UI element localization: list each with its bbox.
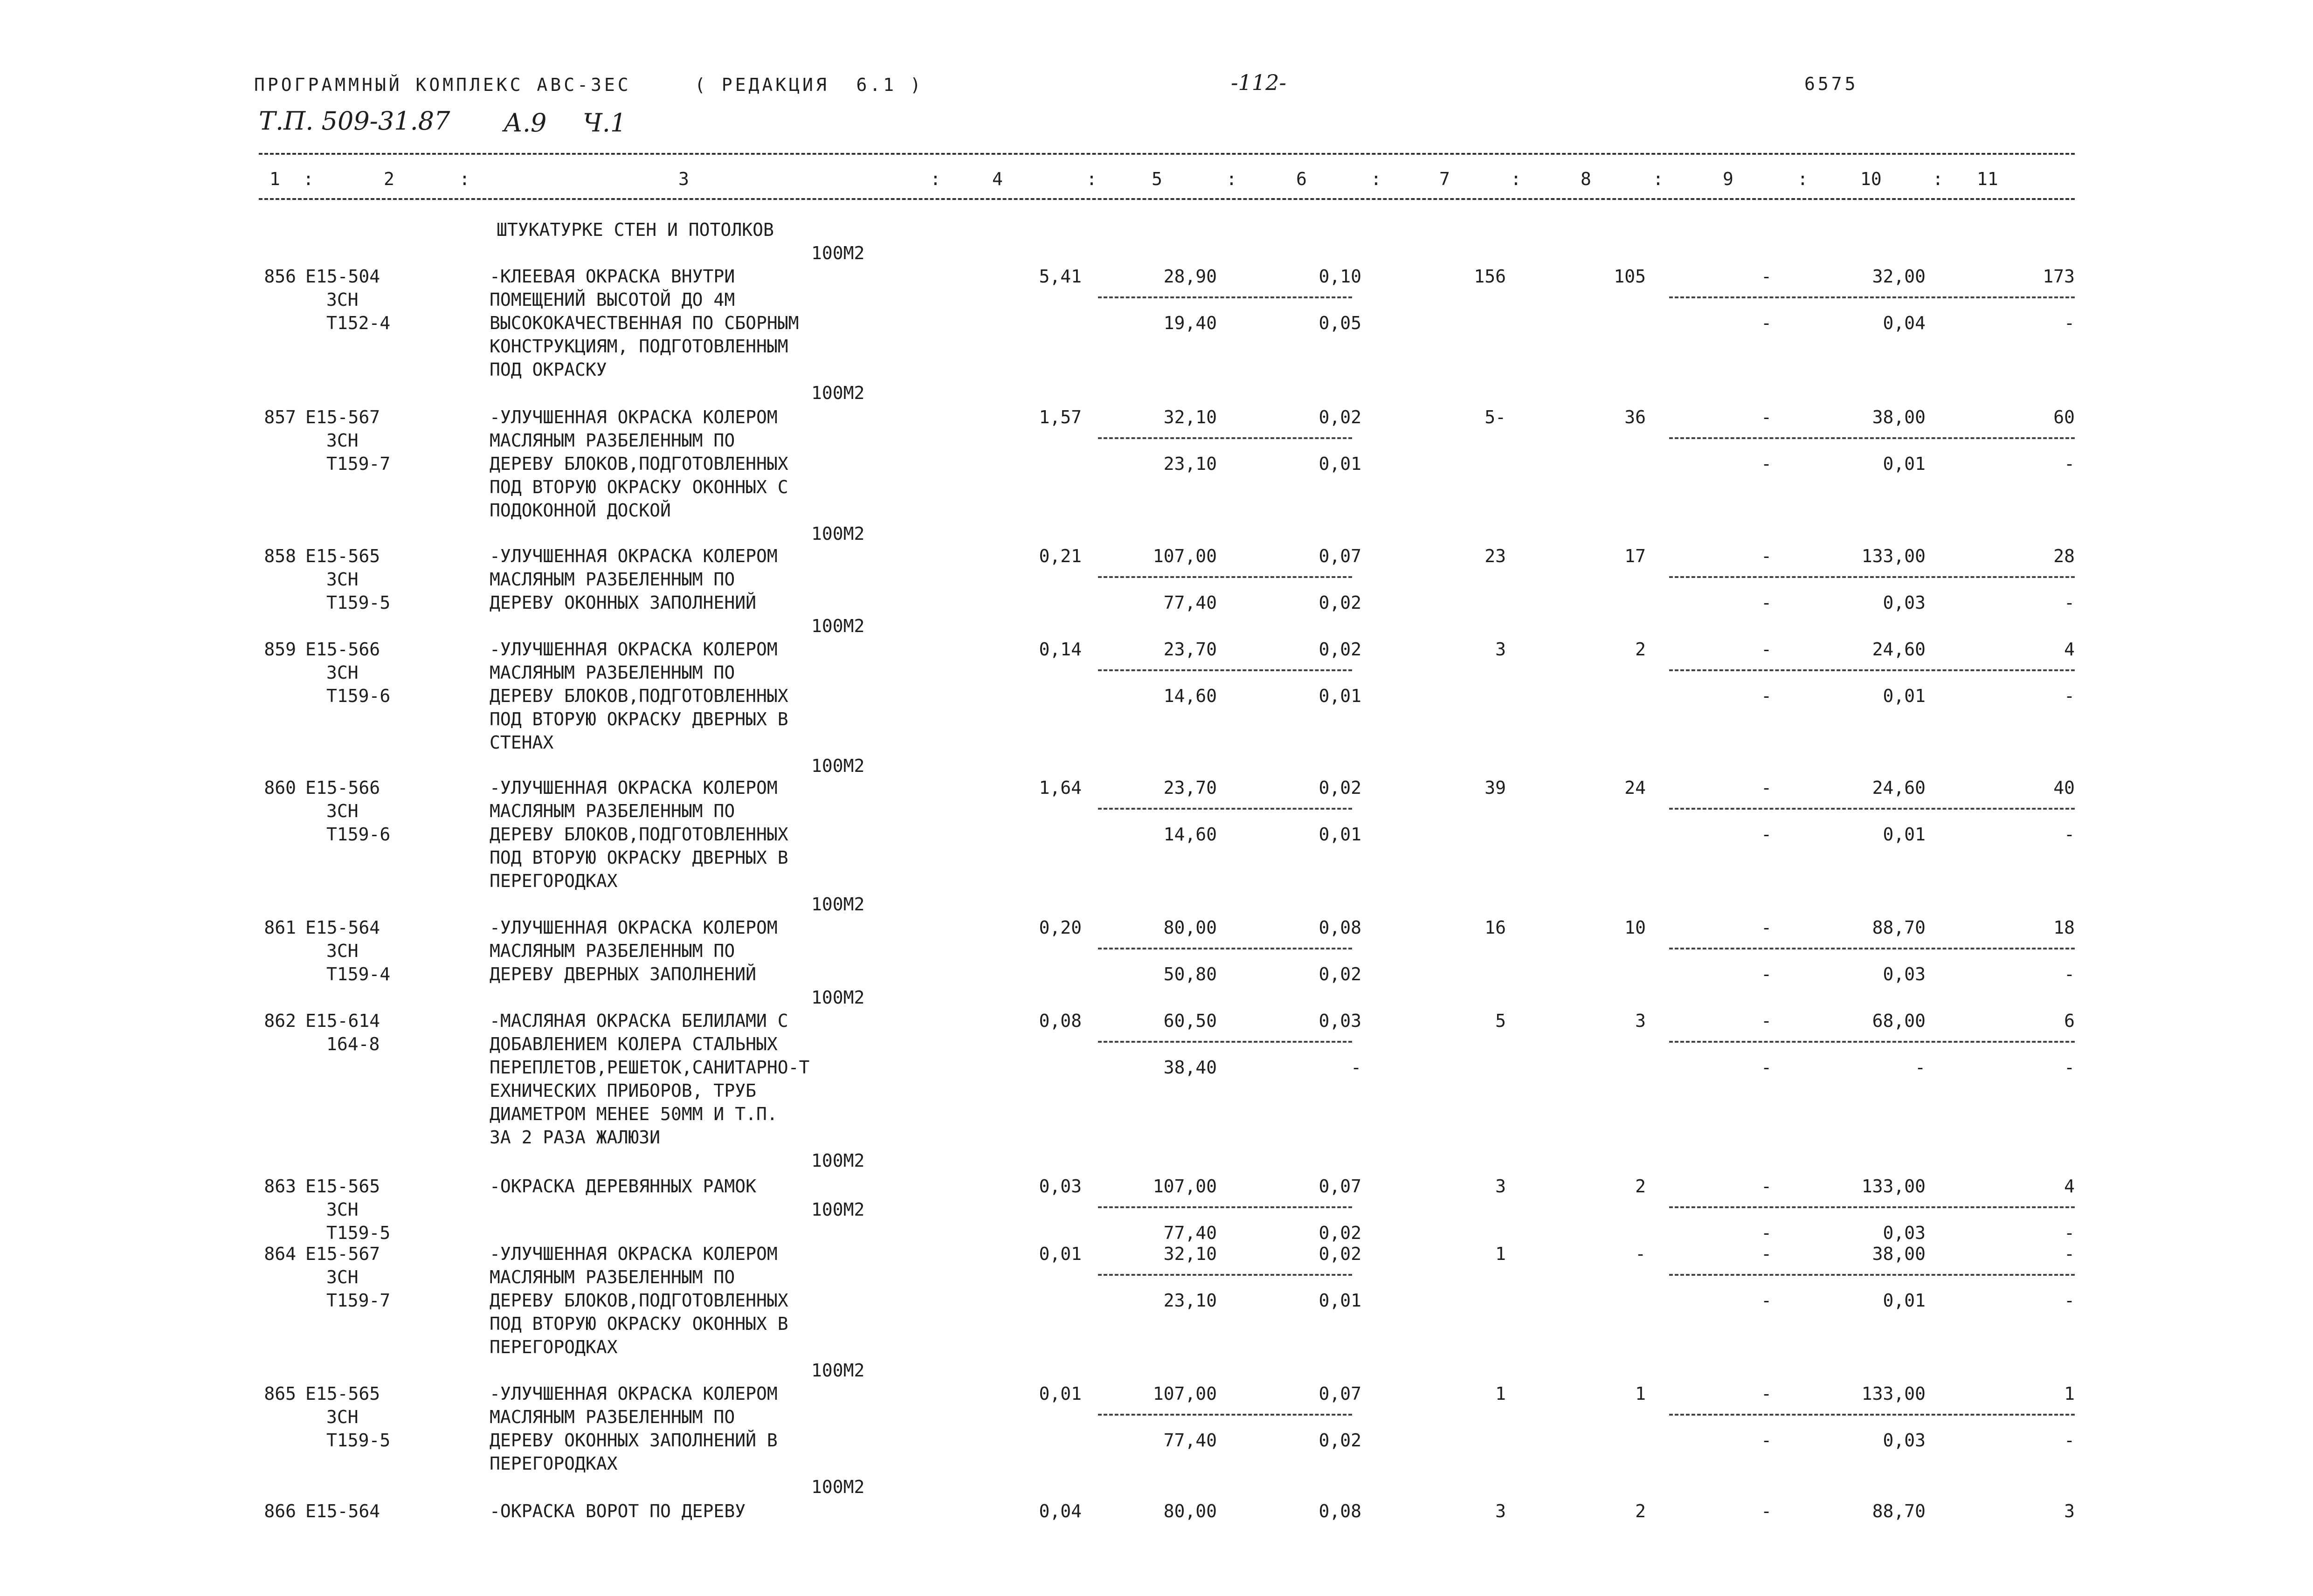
col8-value: 2 — [1635, 1501, 1646, 1521]
column-separator: : — [930, 169, 941, 189]
col9-value: - — [1761, 1011, 1772, 1031]
column-separator: : — [303, 169, 314, 189]
col8-value: 36 — [1624, 407, 1646, 427]
column-header-6: 6 — [1296, 169, 1307, 189]
row-description: -ОКРАСКА ДЕРЕВЯННЫХ РАМОК — [490, 1176, 756, 1197]
column-header-11: 11 — [1977, 169, 1998, 189]
column-header-10: 10 — [1860, 169, 1882, 189]
col10-value: 0,03 — [1883, 964, 1926, 984]
col9-value: - — [1761, 266, 1772, 287]
column-header-8: 8 — [1581, 169, 1591, 189]
col11-value: - — [2064, 1290, 2075, 1311]
col10-value: 0,01 — [1883, 454, 1926, 474]
col5-value: 19,40 — [1163, 313, 1217, 333]
col6-value: 0,02 — [1319, 964, 1361, 984]
col4-quantity: 0,20 — [1039, 917, 1082, 938]
col11-value: 28 — [2053, 546, 2075, 566]
row-code: Е15-565 — [305, 1176, 380, 1197]
col11-value: 173 — [2043, 266, 2075, 287]
document-number: 6575 — [1804, 74, 1858, 94]
col5-value: 107,00 — [1153, 1383, 1217, 1404]
row-number: 856 — [264, 266, 296, 287]
row-unit: 100М2 — [811, 1360, 865, 1381]
col5-value: 107,00 — [1153, 546, 1217, 566]
col7-value: 5- — [1484, 407, 1506, 427]
col6-value: 0,01 — [1319, 454, 1361, 474]
row-code: ЗСН — [326, 662, 359, 683]
row-code: Е15-567 — [305, 1244, 380, 1264]
col10-value: 38,00 — [1872, 407, 1926, 427]
col4-quantity: 0,08 — [1039, 1011, 1082, 1031]
column-header-1: 1 — [269, 169, 280, 189]
row-description: ДЕРЕВУ БЛОКОВ,ПОДГОТОВЛЕННЫХ — [490, 686, 788, 706]
col10-value: 68,00 — [1872, 1011, 1926, 1031]
col11-value: - — [2064, 964, 2075, 984]
row-description: ДЕРЕВУ ОКОННЫХ ЗАПОЛНЕНИЙ В — [490, 1430, 778, 1451]
col5-value: 80,00 — [1163, 1501, 1217, 1521]
col9-value: - — [1761, 824, 1772, 845]
col10-value: 0,03 — [1883, 1430, 1926, 1451]
col7-value: 3 — [1495, 1176, 1506, 1197]
row-description: -УЛУЧШЕННАЯ ОКРАСКА КОЛЕРОМ — [490, 407, 778, 427]
subtotal-dashed-rule — [1669, 1414, 2075, 1416]
col7-value: 3 — [1495, 1501, 1506, 1521]
column-separator: : — [1511, 169, 1521, 189]
subtotal-dashed-rule — [1098, 1414, 1352, 1416]
col10-value: 88,70 — [1872, 917, 1926, 938]
col9-value: - — [1761, 639, 1772, 660]
row-unit: 100М2 — [811, 1199, 865, 1220]
row-description: -ОКРАСКА ВОРОТ ПО ДЕРЕВУ — [490, 1501, 746, 1521]
col4-quantity: 1,57 — [1039, 407, 1082, 427]
row-description: МАСЛЯНЫМ РАЗБЕЛЕННЫМ ПО — [490, 662, 735, 683]
col11-value: 1 — [2064, 1383, 2075, 1404]
row-code: Т152-4 — [326, 313, 391, 333]
handwritten-album: А.9 — [504, 108, 547, 138]
row-description: ДЕРЕВУ БЛОКОВ,ПОДГОТОВЛЕННЫХ — [490, 1290, 788, 1311]
column-header-3: 3 — [678, 169, 689, 189]
row-description: -УЛУЧШЕННАЯ ОКРАСКА КОЛЕРОМ — [490, 1244, 778, 1264]
column-header-5: 5 — [1152, 169, 1162, 189]
col8-value: 2 — [1635, 1176, 1646, 1197]
col6-value: 0,02 — [1319, 639, 1361, 660]
row-description: ПЕРЕГОРОДКАХ — [490, 871, 618, 891]
col6-value: - — [1351, 1057, 1361, 1078]
row-description: КОНСТРУКЦИЯМ, ПОДГОТОВЛЕННЫМ — [490, 336, 788, 357]
row-code: ЗСН — [326, 801, 359, 821]
subtotal-dashed-rule — [1669, 1206, 2075, 1208]
col9-value: - — [1761, 1430, 1772, 1451]
row-unit: 100М2 — [811, 987, 865, 1008]
subtotal-dashed-rule — [1098, 576, 1352, 578]
col5-value: 77,40 — [1163, 1430, 1217, 1451]
col8-value: 1 — [1635, 1383, 1646, 1404]
column-separator: : — [1653, 169, 1664, 189]
row-code: Т159-7 — [326, 454, 391, 474]
subtotal-dashed-rule — [1098, 1274, 1352, 1276]
row-description: МАСЛЯНЫМ РАЗБЕЛЕННЫМ ПО — [490, 941, 735, 961]
col7-value: 23 — [1484, 546, 1506, 566]
row-code: 164-8 — [326, 1034, 380, 1054]
col9-value: - — [1761, 454, 1772, 474]
subtotal-dashed-rule — [1098, 296, 1352, 298]
col10-value: 133,00 — [1861, 1176, 1926, 1197]
col9-value: - — [1761, 1383, 1772, 1404]
column-header-4: 4 — [992, 169, 1003, 189]
row-code: Т159-5 — [326, 1430, 391, 1451]
row-number: 857 — [264, 407, 296, 427]
col10-value: 133,00 — [1861, 546, 1926, 566]
subtotal-dashed-rule — [1669, 808, 2075, 810]
col11-value: - — [2064, 686, 2075, 706]
row-description: ПЕРЕГОРОДКАХ — [490, 1453, 618, 1474]
col5-value: 14,60 — [1163, 824, 1217, 845]
col8-value: - — [1635, 1244, 1646, 1264]
col11-value: - — [2064, 1244, 2075, 1264]
page-number: -112- — [1231, 70, 1286, 95]
row-code: Т159-5 — [326, 592, 391, 613]
col6-value: 0,07 — [1319, 546, 1361, 566]
row-code: ЗСН — [326, 430, 359, 451]
col9-value: - — [1761, 917, 1772, 938]
col10-value: 0,04 — [1883, 313, 1926, 333]
row-code: Т159-5 — [326, 1223, 391, 1243]
col4-quantity: 1,64 — [1039, 777, 1082, 798]
row-unit: 100М2 — [811, 616, 865, 636]
col10-value: 32,00 — [1872, 266, 1926, 287]
col6-value: 0,01 — [1319, 824, 1361, 845]
col11-value: 3 — [2064, 1501, 2075, 1521]
row-description: ПЕРЕПЛЕТОВ,РЕШЕТОК,САНИТАРНО-Т — [490, 1057, 810, 1078]
col10-value: 24,60 — [1872, 639, 1926, 660]
col8-value: 2 — [1635, 639, 1646, 660]
row-code: Т159-6 — [326, 824, 391, 845]
row-code: Е15-564 — [305, 1501, 380, 1521]
row-code: Е15-566 — [305, 777, 380, 798]
row-description: ДИАМЕТРОМ МЕНЕЕ 50ММ И Т.П. — [490, 1104, 778, 1124]
row-description: МАСЛЯНЫМ РАЗБЕЛЕННЫМ ПО — [490, 569, 735, 590]
col6-value: 0,10 — [1319, 266, 1361, 287]
row-code: ЗСН — [326, 569, 359, 590]
col8-value: 17 — [1624, 546, 1646, 566]
program-title: ПРОГРАММНЫЙ КОМПЛЕКС АВС-ЗЕС — [254, 75, 631, 95]
col10-value: 0,01 — [1883, 686, 1926, 706]
row-description: ПОДОКОННОЙ ДОСКОЙ — [490, 500, 671, 521]
col11-value: 4 — [2064, 639, 2075, 660]
row-code: ЗСН — [326, 289, 359, 310]
col5-value: 107,00 — [1153, 1176, 1217, 1197]
subtotal-dashed-rule — [1098, 808, 1352, 810]
row-code: Е15-565 — [305, 546, 380, 566]
row-description: ВЫСОКОКАЧЕСТВЕННАЯ ПО СБОРНЫМ — [490, 313, 799, 333]
edition-label: ( РЕДАКЦИЯ 6.1 ) — [695, 75, 924, 95]
col9-value: - — [1761, 592, 1772, 613]
row-number: 860 — [264, 777, 296, 798]
row-number: 865 — [264, 1383, 296, 1404]
subtotal-dashed-rule — [1669, 669, 2075, 671]
col11-value: 60 — [2053, 407, 2075, 427]
column-separator: : — [459, 169, 470, 189]
row-unit: 100М2 — [811, 1150, 865, 1171]
col9-value: - — [1761, 686, 1772, 706]
row-code: Т159-7 — [326, 1290, 391, 1311]
col6-value: 0,02 — [1319, 1244, 1361, 1264]
col6-value: 0,02 — [1319, 407, 1361, 427]
col4-quantity: 0,21 — [1039, 546, 1082, 566]
row-description: МАСЛЯНЫМ РАЗБЕЛЕННЫМ ПО — [490, 1407, 735, 1427]
subtotal-dashed-rule — [1669, 1041, 2075, 1043]
col10-value: - — [1915, 1057, 1926, 1078]
col9-value: - — [1761, 1244, 1772, 1264]
col7-value: 3 — [1495, 639, 1506, 660]
row-description: МАСЛЯНЫМ РАЗБЕЛЕННЫМ ПО — [490, 430, 735, 451]
col5-value: 23,70 — [1163, 777, 1217, 798]
col7-value: 156 — [1474, 266, 1506, 287]
subtotal-dashed-rule — [1098, 669, 1352, 671]
row-code: ЗСН — [326, 1407, 359, 1427]
col8-value: 3 — [1635, 1011, 1646, 1031]
row-unit: 100М2 — [811, 894, 865, 915]
col11-value: - — [2064, 592, 2075, 613]
column-separator: : — [1933, 169, 1943, 189]
row-code: Е15-564 — [305, 917, 380, 938]
row-number: 864 — [264, 1244, 296, 1264]
col8-value: 24 — [1624, 777, 1646, 798]
row-description: ПОД ВТОРУЮ ОКРАСКУ ОКОННЫХ В — [490, 1314, 788, 1334]
column-separator: : — [1086, 169, 1097, 189]
col5-value: 23,10 — [1163, 1290, 1217, 1311]
col9-value: - — [1761, 777, 1772, 798]
col5-value: 77,40 — [1163, 592, 1217, 613]
col11-value: - — [2064, 1223, 2075, 1243]
col11-value: - — [2064, 313, 2075, 333]
col10-value: 133,00 — [1861, 1383, 1926, 1404]
row-description: -УЛУЧШЕННАЯ ОКРАСКА КОЛЕРОМ — [490, 546, 778, 566]
col9-value: - — [1761, 546, 1772, 566]
col10-value: 0,03 — [1883, 1223, 1926, 1243]
col6-value: 0,07 — [1319, 1383, 1361, 1404]
col6-value: 0,08 — [1319, 917, 1361, 938]
row-code: Е15-565 — [305, 1383, 380, 1404]
col6-value: 0,07 — [1319, 1176, 1361, 1197]
col10-value: 38,00 — [1872, 1244, 1926, 1264]
row-description: ПОД ОКРАСКУ — [490, 359, 607, 380]
row-description: ПОД ВТОРУЮ ОКРАСКУ ДВЕРНЫХ В — [490, 847, 788, 868]
row-unit: 100М2 — [811, 523, 865, 544]
subtotal-dashed-rule — [1098, 948, 1352, 949]
row-code: ЗСН — [326, 1199, 359, 1220]
col11-value: - — [2064, 454, 2075, 474]
col9-value: - — [1761, 407, 1772, 427]
row-code: Е15-566 — [305, 639, 380, 660]
subtotal-dashed-rule — [1098, 437, 1352, 439]
column-header-9: 9 — [1723, 169, 1733, 189]
col4-quantity: 0,03 — [1039, 1176, 1082, 1197]
col6-value: 0,02 — [1319, 592, 1361, 613]
row-number: 861 — [264, 917, 296, 938]
col4-quantity: 5,41 — [1039, 266, 1082, 287]
row-code: Е15-614 — [305, 1011, 380, 1031]
col9-value: - — [1761, 1057, 1772, 1078]
row-description: ПОД ВТОРУЮ ОКРАСКУ ДВЕРНЫХ В — [490, 709, 788, 729]
row-description: МАСЛЯНЫМ РАЗБЕЛЕННЫМ ПО — [490, 1267, 735, 1287]
row-description: -УЛУЧШЕННАЯ ОКРАСКА КОЛЕРОМ — [490, 777, 778, 798]
subtotal-dashed-rule — [1098, 1206, 1352, 1208]
col9-value: - — [1761, 1290, 1772, 1311]
col7-value: 16 — [1484, 917, 1506, 938]
col5-value: 77,40 — [1163, 1223, 1217, 1243]
col4-quantity: 0,01 — [1039, 1383, 1082, 1404]
col5-value: 28,90 — [1163, 266, 1217, 287]
row-code: ЗСН — [326, 941, 359, 961]
column-header-2: 2 — [384, 169, 394, 189]
col8-value: 10 — [1624, 917, 1646, 938]
row-number: 862 — [264, 1011, 296, 1031]
row-number: 859 — [264, 639, 296, 660]
column-separator: : — [1371, 169, 1381, 189]
row-description: ЕХНИЧЕСКИХ ПРИБОРОВ, ТРУБ — [490, 1080, 756, 1101]
row-unit: 100М2 — [811, 1477, 865, 1497]
row-description: ДЕРЕВУ БЛОКОВ,ПОДГОТОВЛЕННЫХ — [490, 824, 788, 845]
col5-value: 38,40 — [1163, 1057, 1217, 1078]
col11-value: - — [2064, 824, 2075, 845]
col10-value: 0,03 — [1883, 592, 1926, 613]
row-code: ЗСН — [326, 1267, 359, 1287]
row-description: -УЛУЧШЕННАЯ ОКРАСКА КОЛЕРОМ — [490, 639, 778, 660]
col11-value: - — [2064, 1057, 2075, 1078]
col4-quantity: 0,01 — [1039, 1244, 1082, 1264]
subtotal-dashed-rule — [1669, 576, 2075, 578]
col9-value: - — [1761, 1223, 1772, 1243]
col8-value: 105 — [1614, 266, 1646, 287]
row-number: 858 — [264, 546, 296, 566]
row-number: 866 — [264, 1501, 296, 1521]
col5-value: 80,00 — [1163, 917, 1217, 938]
col7-value: 1 — [1495, 1383, 1506, 1404]
col5-value: 60,50 — [1163, 1011, 1217, 1031]
row-unit: 100М2 — [811, 383, 865, 403]
col11-value: 6 — [2064, 1011, 2075, 1031]
col11-value: 18 — [2053, 917, 2075, 938]
col10-value: 24,60 — [1872, 777, 1926, 798]
subtotal-dashed-rule — [1669, 437, 2075, 439]
col6-value: 0,02 — [1319, 1430, 1361, 1451]
col10-value: 0,01 — [1883, 824, 1926, 845]
col11-value: 40 — [2053, 777, 2075, 798]
col6-value: 0,05 — [1319, 313, 1361, 333]
col6-value: 0,02 — [1319, 777, 1361, 798]
row-code: Т159-4 — [326, 964, 391, 984]
col6-value: 0,02 — [1319, 1223, 1361, 1243]
col7-value: 39 — [1484, 777, 1506, 798]
col4-quantity: 0,14 — [1039, 639, 1082, 660]
row-description: -МАСЛЯНАЯ ОКРАСКА БЕЛИЛАМИ С — [490, 1011, 788, 1031]
col10-value: 0,01 — [1883, 1290, 1926, 1311]
col7-value: 5 — [1495, 1011, 1506, 1031]
subtotal-dashed-rule — [1098, 1041, 1352, 1043]
row-description: ПОД ВТОРУЮ ОКРАСКУ ОКОННЫХ С — [490, 477, 788, 497]
col9-value: - — [1761, 313, 1772, 333]
col5-value: 32,10 — [1163, 407, 1217, 427]
intro-text: ШТУКАТУРКЕ СТЕН И ПОТОЛКОВ — [497, 220, 774, 240]
col9-value: - — [1761, 1176, 1772, 1197]
col5-value: 23,10 — [1163, 454, 1217, 474]
row-description: ДЕРЕВУ ОКОННЫХ ЗАПОЛНЕНИЙ — [490, 592, 756, 613]
handwritten-project-code: Т.П. 509-31.87 — [259, 106, 450, 136]
column-separator: : — [1797, 169, 1808, 189]
row-description: -УЛУЧШЕННАЯ ОКРАСКА КОЛЕРОМ — [490, 1383, 778, 1404]
row-description: СТЕНАХ — [490, 732, 554, 753]
handwritten-part: Ч.1 — [583, 108, 627, 138]
col6-value: 0,03 — [1319, 1011, 1361, 1031]
col7-value: 1 — [1495, 1244, 1506, 1264]
row-description: ПЕРЕГОРОДКАХ — [490, 1337, 618, 1357]
col6-value: 0,01 — [1319, 686, 1361, 706]
row-description: -УЛУЧШЕННАЯ ОКРАСКА КОЛЕРОМ — [490, 917, 778, 938]
col5-value: 23,70 — [1163, 639, 1217, 660]
row-description: ЗА 2 РАЗА ЖАЛЮЗИ — [490, 1127, 661, 1148]
row-code: Е15-567 — [305, 407, 380, 427]
column-header-7: 7 — [1439, 169, 1450, 189]
row-description: ДЕРЕВУ БЛОКОВ,ПОДГОТОВЛЕННЫХ — [490, 454, 788, 474]
col10-value: 88,70 — [1872, 1501, 1926, 1521]
row-description: ДОБАВЛЕНИЕМ КОЛЕРА СТАЛЬНЫХ — [490, 1034, 778, 1054]
column-separator: : — [1226, 169, 1237, 189]
col11-value: 4 — [2064, 1176, 2075, 1197]
col9-value: - — [1761, 964, 1772, 984]
col5-value: 50,80 — [1163, 964, 1217, 984]
subtotal-dashed-rule — [1669, 1274, 2075, 1276]
row-description: ДЕРЕВУ ДВЕРНЫХ ЗАПОЛНЕНИЙ — [490, 964, 756, 984]
col6-value: 0,08 — [1319, 1501, 1361, 1521]
row-description: ПОМЕЩЕНИЙ ВЫСОТОЙ ДО 4М — [490, 289, 735, 310]
subtotal-dashed-rule — [1669, 296, 2075, 298]
row-description: МАСЛЯНЫМ РАЗБЕЛЕННЫМ ПО — [490, 801, 735, 821]
row-code: Т159-6 — [326, 686, 391, 706]
row-number: 863 — [264, 1176, 296, 1197]
row-unit: 100М2 — [811, 756, 865, 776]
row-code: Е15-504 — [305, 266, 380, 287]
intro-unit: 100М2 — [811, 243, 865, 263]
col4-quantity: 0,04 — [1039, 1501, 1082, 1521]
col5-value: 14,60 — [1163, 686, 1217, 706]
subtotal-dashed-rule — [1669, 948, 2075, 949]
col9-value: - — [1761, 1501, 1772, 1521]
row-description: -КЛЕЕВАЯ ОКРАСКА ВНУТРИ — [490, 266, 735, 287]
col6-value: 0,01 — [1319, 1290, 1361, 1311]
col11-value: - — [2064, 1430, 2075, 1451]
col5-value: 32,10 — [1163, 1244, 1217, 1264]
